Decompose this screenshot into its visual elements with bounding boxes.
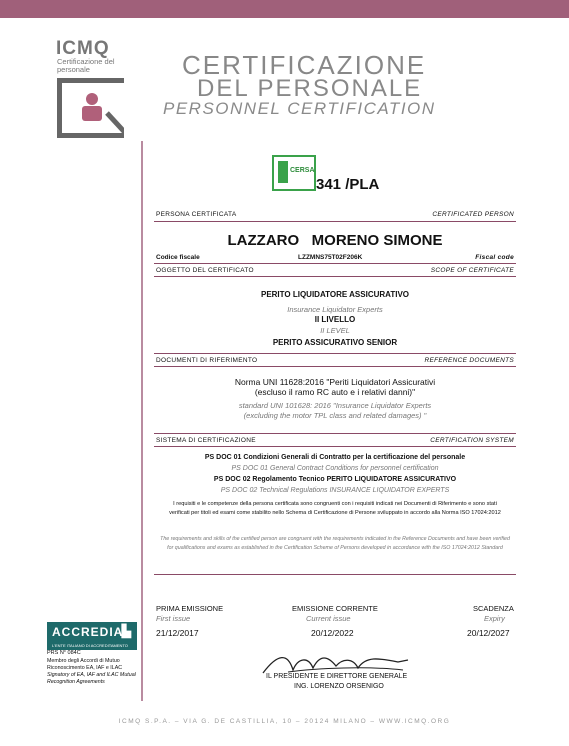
- system-label-it: SISTEMA DI CERTIFICAZIONE: [156, 437, 256, 444]
- scope-line2-en: II LEVEL: [320, 326, 350, 335]
- system-doc2-it: PS DOC 02 Regolamento Tecnico PERITO LIQUIDATORE ASSICURATIVO: [213, 476, 457, 483]
- expiry-label-it: SCADENZA: [473, 604, 514, 613]
- documents-en-line2: (excluding the motor TPL class and related damages) ": [243, 411, 427, 420]
- rule: [154, 353, 516, 354]
- documents-en-line1: standard UNI 101628: 2016 "Insurance Liquidator Experts: [238, 401, 432, 410]
- person-label-en: CERTIFICATED PERSON: [432, 211, 514, 218]
- rule: [154, 446, 516, 447]
- rule: [154, 574, 516, 575]
- scope-label-it: OGGETTO DEL CERTIFICATO: [156, 267, 254, 274]
- title-line3: PERSONNEL CERTIFICATION: [163, 99, 436, 118]
- signature-role: IL PRESIDENTE E DIRETTORE GENERALE: [266, 673, 408, 680]
- rule: [154, 276, 516, 277]
- rule: [154, 433, 516, 434]
- system-note-en: The requirements and skills of the certified person are congruent with the requirements indicated in the Reference Documents and have been verified for qualifications and exams as established in the Certification Scheme of Persons developed in accordance with the ISO 17024:2012 Standard: [160, 536, 510, 551]
- footer-address: ICMQ S.P.A. – VIA G. DE CASTILLIA, 10 – 20124 MILANO – WWW.ICMQ.ORG: [118, 718, 451, 725]
- fiscal-label-en: Fiscal code: [475, 254, 514, 261]
- first-issue-label-it: PRIMA EMISSIONE: [156, 604, 224, 613]
- fiscal-label-it: Codice fiscale: [156, 254, 200, 261]
- rule: [154, 263, 516, 264]
- icmq-logo: ICMQ: [56, 38, 110, 59]
- system-doc1-it: PS DOC 01 Condizioni Generali di Contratto per la certificazione del personale: [204, 454, 466, 461]
- person-logo-icon: [57, 78, 124, 138]
- person-name: LAZZARO MORENO SIMONE: [227, 232, 443, 249]
- rule: [154, 221, 516, 222]
- documents-it-line2: (escluso il ramo RC auto e i relativi danni)": [254, 387, 416, 397]
- top-band: [0, 0, 569, 18]
- scope-label-en: SCOPE OF CERTIFICATE: [430, 267, 514, 274]
- scope-line3: PERITO ASSICURATIVO SENIOR: [272, 338, 398, 347]
- certificate-number: 341 /PLA: [316, 176, 380, 193]
- current-issue-label-en: Current issue: [306, 614, 351, 623]
- documents-label-it: DOCUMENTI DI RIFERIMENTO: [156, 357, 258, 364]
- signature-name: ING. LORENZO ORSENIGO: [294, 683, 384, 690]
- expiry-label-en: Expiry: [484, 614, 505, 623]
- title-line1: CERTIFICAZIONE: [182, 50, 427, 80]
- current-issue-label-it: EMISSIONE CORRENTE: [292, 604, 378, 613]
- accredia-text-en: Signatory of EA, IAF and ILAC Mutual Recognition Agreements: [47, 672, 136, 685]
- system-label-en: CERTIFICATION SYSTEM: [430, 437, 514, 444]
- cersa-logo: CERSA: [272, 155, 316, 191]
- system-doc2-en: PS DOC 02 Technical Regulations INSURANCE LIQUIDATOR EXPERTS: [220, 487, 450, 494]
- vertical-divider: [141, 141, 143, 701]
- scope-line2: II LIVELLO: [314, 315, 356, 324]
- documents-label-en: REFERENCE DOCUMENTS: [424, 357, 514, 364]
- scope-line1-en: Insurance Liquidator Experts: [287, 305, 383, 314]
- person-label-it: PERSONA CERTIFICATA: [156, 211, 237, 218]
- system-doc1-en: PS DOC 01 General Contract Conditions for personnel certification: [231, 465, 439, 472]
- documents-it-line1: Norma UNI 11628:2016 "Periti Liquidatori Assicurativi: [234, 377, 436, 387]
- expiry-date: 20/12/2027: [467, 628, 510, 638]
- logo-subtitle: Certificazione del personale: [57, 57, 115, 74]
- accredia-prs: PRS N° 084C: [47, 650, 81, 656]
- title-line2: DEL PERSONALE: [197, 75, 423, 102]
- accredia-logo: ACCREDIA ▙: [47, 622, 137, 642]
- fiscal-code: LZZMNS75T02F206K: [298, 254, 363, 261]
- rule: [154, 366, 516, 367]
- first-issue-label-en: First issue: [156, 614, 191, 623]
- accredia-text-it: Membro degli Accordi di Mutuo Riconoscimento EA, IAF e ILAC: [47, 658, 123, 671]
- system-note-it: I requisiti e le competenze della persona certificata sono congruenti con i requisiti indicati nei Documenti di Riferimento e sono stati verificati per titoli ed esami come stabilito nello Schema di Certificazione di Persone sviluppato in accordo alla Norma ISO 17024:2012: [169, 501, 501, 516]
- current-issue-date: 20/12/2022: [311, 628, 354, 638]
- accredia-subtitle: L'ENTE ITALIANO DI ACCREDITAMENTO: [47, 642, 137, 650]
- scope-line1: PERITO LIQUIDATORE ASSICURATIVO: [260, 290, 409, 299]
- first-issue-date: 21/12/2017: [156, 628, 199, 638]
